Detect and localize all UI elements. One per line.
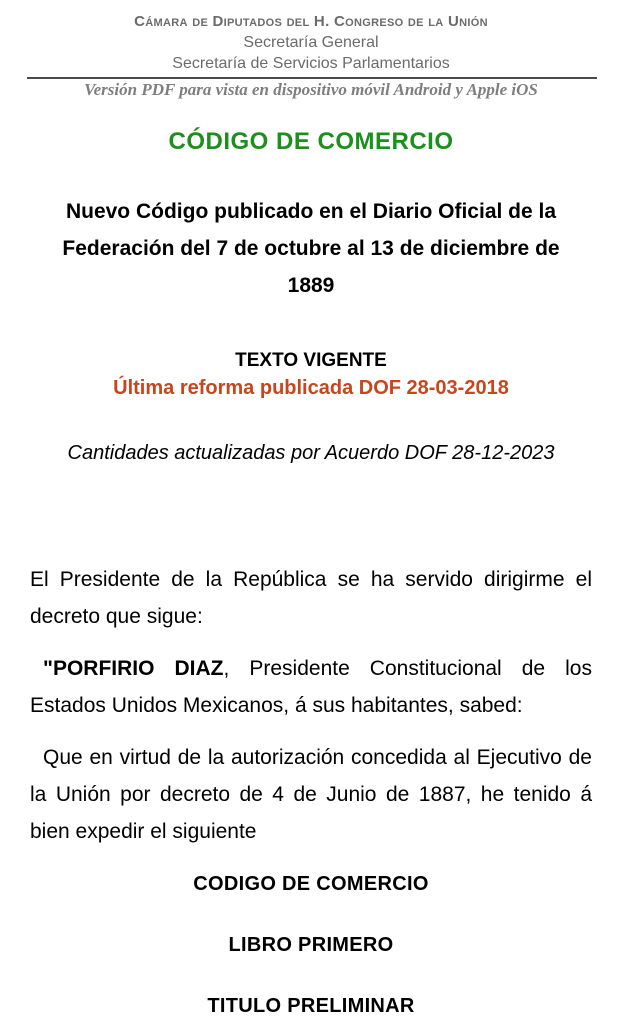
document-body xyxy=(0,128,622,1018)
secretariat-services: Secretaría de Servicios Parlamentarios xyxy=(172,55,450,72)
institution-name: Cámara de Diputados del H. Congreso de la Unión xyxy=(134,13,488,30)
codigo-de-comercio-heading: CODIGO DE COMERCIO xyxy=(193,873,429,895)
last-reform-notice: Última reforma publicada DOF 28-03-2018 xyxy=(113,377,509,399)
libro-primero-heading: LIBRO PRIMERO xyxy=(228,934,394,956)
decree-text-block xyxy=(30,561,592,850)
header-rule xyxy=(27,77,597,79)
intro-paragraph: El Presidente de la República se ha servido dirigirme el decreto que sigue: xyxy=(30,568,592,628)
texto-vigente-heading: TEXTO VIGENTE xyxy=(235,350,387,371)
publication-notice: Nuevo Código publicado en el Diario Oficial de la Federación del 7 de octubre al 13 de diciembre de 1889 xyxy=(62,200,560,297)
porfirio-name: "PORFIRIO DIAZ xyxy=(43,657,224,680)
decree-paragraph: Que en virtud de la autorización concedida al Ejecutivo de la Unión por decreto de 4 de Junio de 1887, he tenido á bien expedir el siguiente xyxy=(30,746,592,843)
amounts-update-notice: Cantidades actualizadas por Acuerdo DOF 28-12-2023 xyxy=(67,442,555,464)
pdf-version-note: Versión PDF para vista en dispositivo móvil Android y Apple iOS xyxy=(84,80,538,99)
porfirio-paragraph-rest: , Presidente Constitucional de los Estados Unidos Mexicanos, á sus habitantes, sabed: xyxy=(30,657,592,717)
porfirio-paragraph xyxy=(30,650,592,724)
titulo-preliminar-heading: TITULO PRELIMINAR xyxy=(207,995,415,1017)
code-title: CÓDIGO DE COMERCIO xyxy=(168,128,454,155)
secretariat-general: Secretaría General xyxy=(243,34,379,51)
document-header xyxy=(0,0,622,100)
